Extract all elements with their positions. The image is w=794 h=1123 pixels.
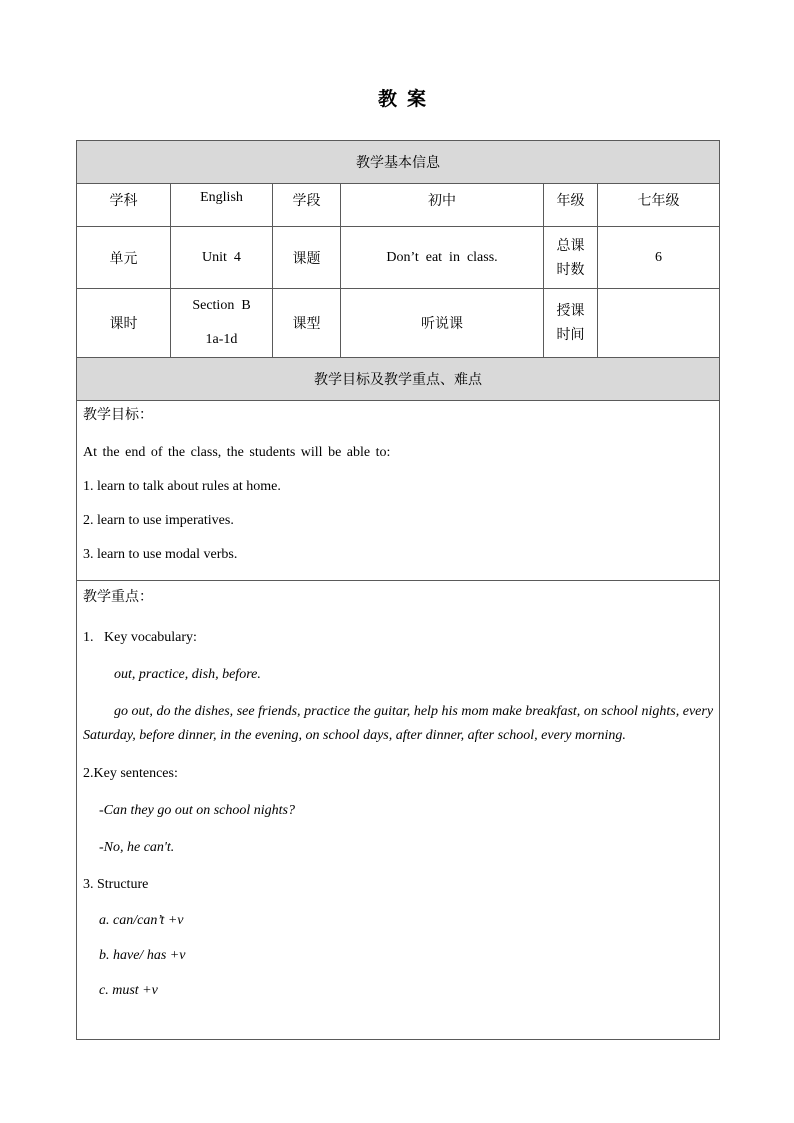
sentence-question: -Can they go out on school nights? bbox=[99, 803, 295, 818]
total-hours-label-line2: 时数 bbox=[556, 261, 585, 278]
period-label: 课时 bbox=[77, 289, 171, 358]
structure-a: a. can/can’t +v bbox=[99, 913, 184, 928]
sentence-answer: -No, he can't. bbox=[99, 840, 175, 855]
objectives-header: 教学目标及教学重点、难点 bbox=[77, 358, 720, 401]
basic-info-header: 教学基本信息 bbox=[77, 141, 720, 184]
grade-value: 七年级 bbox=[598, 184, 720, 227]
document-title: 教案 bbox=[377, 88, 436, 110]
grade-label: 年级 bbox=[544, 184, 598, 227]
objective-item-1: 1. learn to talk about rules at home. bbox=[83, 479, 281, 494]
structure-c: c. must +v bbox=[99, 983, 158, 998]
unit-value: Unit 4 bbox=[171, 227, 273, 289]
subject-label: 学科 bbox=[77, 184, 171, 227]
period-value-line1: Section B bbox=[192, 298, 251, 313]
teaching-time-label-line2: 时间 bbox=[556, 327, 585, 343]
total-hours-value: 6 bbox=[598, 227, 720, 289]
unit-label: 单元 bbox=[77, 227, 171, 289]
structure-heading: 3. Structure bbox=[83, 877, 149, 892]
objective-item-2: 2. learn to use imperatives. bbox=[83, 513, 234, 528]
objective-item-3: 3. learn to use modal verbs. bbox=[83, 547, 238, 562]
objectives-label: 教学目标： bbox=[83, 407, 153, 423]
total-hours-label-line1: 总课 bbox=[556, 237, 585, 254]
sentences-heading: 2.Key sentences: bbox=[83, 766, 178, 781]
teaching-time-label bbox=[544, 289, 598, 358]
topic-value: Don’t eat in class. bbox=[341, 227, 544, 289]
vocab-phrases: go out, do the dishes, see friends, practice the guitar, help his mom make breakfast, on school nights, every Saturday, before dinner, in the evening, on school days, after dinner, after school, every morning. bbox=[83, 704, 714, 743]
vocab-heading: 1. Key vocabulary: bbox=[83, 630, 197, 645]
objectives-cell bbox=[77, 401, 720, 581]
period-value-line2: 1a-1d bbox=[205, 332, 238, 347]
lesson-type-label: 课型 bbox=[273, 289, 341, 358]
lesson-type-value: 听说课 bbox=[341, 289, 544, 358]
objectives-intro: At the end of the class, the students will be able to: bbox=[83, 445, 391, 460]
teaching-time-value bbox=[598, 289, 720, 358]
teaching-time-label-line1: 授课 bbox=[556, 303, 585, 319]
key-points-label: 教学重点： bbox=[83, 589, 153, 605]
topic-label: 课题 bbox=[273, 227, 341, 289]
lesson-plan-table bbox=[76, 140, 720, 1040]
period-value bbox=[171, 289, 273, 358]
stage-label: 学段 bbox=[273, 184, 341, 227]
stage-value: 初中 bbox=[341, 184, 544, 227]
key-points-cell bbox=[77, 581, 720, 1040]
vocab-words: out, practice, dish, before. bbox=[114, 667, 261, 682]
total-hours-label bbox=[544, 227, 598, 289]
subject-value: English bbox=[171, 184, 273, 227]
structure-b: b. have/ has +v bbox=[99, 948, 186, 963]
